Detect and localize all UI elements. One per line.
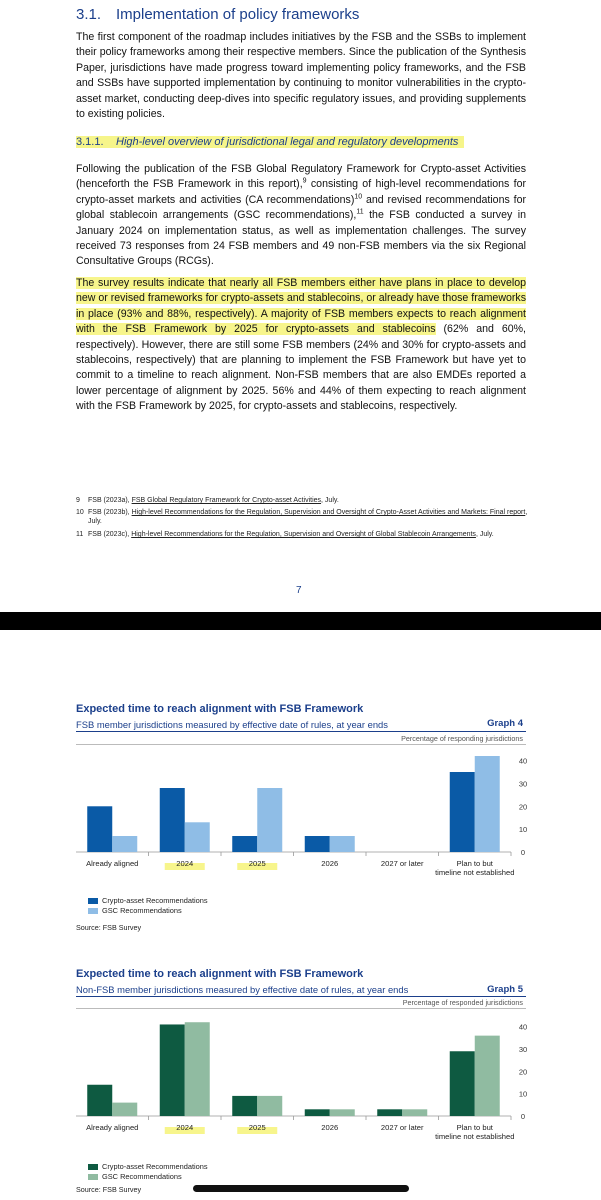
paragraph-survey — [76, 162, 526, 270]
bar-gsc — [185, 822, 210, 852]
highlighted-text: The survey results indicate that nearly all FSB members either have plans in place to develop new or revised frameworks for crypto-assets and stablecoins, or already have those frameworks in place (93% and 88%, respectively). A majority of FSB members expects to reach alignment with the FSB Framework by 2025 for crypto-assets and stablecoins — [76, 277, 526, 336]
bar-ca — [160, 1024, 185, 1116]
x-tick-label: 2026 — [321, 1123, 339, 1132]
footnote-suffix: , July. — [475, 531, 494, 538]
bar-gsc — [112, 836, 137, 852]
footnote-suffix: , July. — [88, 509, 528, 525]
graph5-title: Expected time to reach alignment with FSB Framework — [76, 968, 364, 980]
footnote-ref-9[interactable]: 9 — [302, 177, 307, 185]
bar-gsc — [330, 1109, 355, 1116]
footnote-prefix: FSB (2023a), — [88, 497, 132, 504]
y-tick-label: 30 — [518, 1045, 528, 1055]
bar-gsc — [257, 788, 282, 852]
footnote-number: 9 — [76, 497, 80, 504]
bar-gsc — [257, 1096, 282, 1116]
graph4-unit-rule — [76, 744, 526, 745]
x-tick-label: Already aligned — [86, 1123, 139, 1132]
x-tick-label: 2025 — [248, 859, 266, 868]
legend-item-gsc — [88, 906, 208, 916]
graph4-subtitle: FSB member jurisdictions measured by effective date of rules, at year ends — [76, 719, 388, 730]
bar-gsc — [185, 1022, 210, 1116]
y-tick-label: 20 — [518, 1067, 528, 1077]
bar-gsc — [112, 1103, 137, 1116]
para2-part-d: the FSB conducted a survey in January 2024 on implementation status, as well as implementation challenges. The survey received 73 responses from 24 FSB members and 49 non-FSB members via the six Regional Consultative Groups (RCGs). — [76, 209, 526, 268]
x-tick-label: 2027 or later — [380, 859, 424, 868]
footnote-link[interactable]: High-level Recommendations for the Regulation, Supervision and Oversight of Crypto-Asset Activities and Markets: Final report — [131, 509, 526, 516]
home-indicator[interactable] — [193, 1185, 409, 1192]
legend-swatch-ca — [88, 1164, 98, 1170]
graph5-subtitle: Non-FSB member jurisdictions measured by effective date of rules, at year ends — [76, 984, 409, 995]
section-heading — [76, 6, 359, 23]
x-tick-label: timeline not established — [435, 1132, 515, 1141]
graph5-label: Graph 5 — [487, 984, 523, 995]
graph4-source: Source: FSB Survey — [76, 923, 142, 932]
legend-item-gsc — [88, 1172, 208, 1182]
bar-gsc — [475, 1036, 500, 1116]
report-page-graphs — [0, 630, 601, 1200]
graph4-rule — [76, 731, 526, 732]
x-tick-label: Plan to but — [456, 859, 493, 868]
footnote-prefix: FSB (2023c), — [88, 531, 132, 538]
y-tick-label: 40 — [518, 1022, 528, 1032]
section-title: Implementation of policy frameworks — [116, 6, 360, 23]
graph4-legend — [88, 896, 208, 916]
bar-ca — [305, 1109, 330, 1116]
footnote-link[interactable]: FSB Global Regulatory Framework for Crypto-asset Activities — [131, 497, 322, 504]
y-tick-label: 40 — [518, 756, 528, 766]
footnote-number: 11 — [76, 531, 84, 538]
x-tick-label: 2024 — [176, 1123, 194, 1132]
paragraph-results — [76, 276, 526, 415]
bar-ca — [305, 836, 330, 852]
x-tick-label: 2026 — [321, 859, 339, 868]
para2-part-a: Following the publication of the FSB Global Regulatory Framework for Crypto-asset Activities (henceforth the FSB Framework in this report), — [76, 163, 526, 191]
footnote-11 — [76, 530, 536, 539]
graph4-chart — [76, 750, 526, 890]
footnote-ref-11[interactable]: 11 — [356, 208, 364, 216]
graph5-unit-rule — [76, 1008, 526, 1009]
x-tick-label: 2025 — [248, 1123, 266, 1132]
bar-gsc — [402, 1109, 427, 1116]
bar-gsc — [330, 836, 355, 852]
x-tick-label: Already aligned — [86, 859, 139, 868]
x-tick-label: timeline not established — [435, 868, 515, 877]
legend-label-gsc: GSC Recommendations — [102, 906, 182, 915]
graph5-unit-label: Percentage of responded jurisdictions — [402, 998, 523, 1007]
graph5-source: Source: FSB Survey — [76, 1185, 142, 1194]
bar-ca — [450, 772, 475, 852]
footnote-prefix: FSB (2023b), — [88, 509, 132, 516]
y-tick-label: 0 — [520, 1112, 526, 1121]
graph5-legend — [88, 1162, 208, 1182]
y-tick-label: 10 — [518, 825, 528, 835]
paragraph-roadmap: The first component of the roadmap includes initiatives by the FSB and the SSBs to implement their policy frameworks among their respective members. Since the publication of the Synthesis Paper, jurisdictions have made progress toward implementing policy frameworks, and the FSB and SSBs have supported implementation by continuing to monitor vulnerabilities in the crypto-asset market, conducting deep-dives into specific regulatory issues, and providing supplements to existing policies. — [76, 31, 526, 121]
legend-label-ca: Crypto-asset Recommendations — [102, 1162, 208, 1171]
footnote-suffix: , July. — [321, 497, 339, 504]
bar-gsc — [475, 756, 500, 852]
y-tick-label: 0 — [520, 848, 526, 857]
para2-part-c: and revised recommendations for global stablecoin arrangements (GSC recommendations), — [76, 193, 526, 222]
footnote-number: 10 — [76, 509, 84, 516]
page-number: 7 — [296, 585, 302, 596]
x-tick-label: 2024 — [176, 859, 194, 868]
legend-swatch-ca — [88, 898, 98, 904]
x-tick-label: 2027 or later — [380, 1123, 424, 1132]
graph5-rule — [76, 996, 526, 997]
legend-item-ca — [88, 1162, 208, 1172]
bar-ca — [377, 1109, 402, 1116]
bar-ca — [232, 1096, 257, 1116]
graph4-unit-label: Percentage of responding jurisdictions — [401, 734, 523, 743]
legend-swatch-gsc — [88, 908, 98, 914]
legend-label-gsc: GSC Recommendations — [102, 1172, 182, 1181]
footnote-ref-10[interactable]: 10 — [354, 193, 363, 201]
bar-ca — [87, 806, 112, 852]
y-tick-label: 20 — [518, 802, 528, 812]
section-number: 3.1. — [76, 6, 102, 23]
graph4-title: Expected time to reach alignment with FSB Framework — [76, 703, 364, 715]
footnote-9 — [76, 496, 536, 505]
graph4-label: Graph 4 — [487, 718, 523, 729]
footnote-10 — [76, 508, 536, 526]
para3-rest: (62% and 60%, respectively). However, there are still some FSB members (24% and 30% for crypto-assets and stablecoins, respectively) that are planning to implement the FSB Framework but have yet to commit to a timeline to reach alignment. Non-FSB members that are also EMDEs reported a lower percentage of alignment by 2025. 56% and 44% of them expecting to reach alignment with the FSB Framework by 2025, for crypto-assets and stablecoins, respectively. — [76, 323, 526, 413]
subsection-number: 3.1.1. — [76, 136, 104, 148]
legend-item-ca — [88, 896, 208, 906]
subsection-heading — [76, 136, 464, 148]
footnote-link[interactable]: High-level Recommendations for the Regulation, Supervision and Oversight of Global Stablecoin Arrangements — [131, 531, 476, 538]
bar-ca — [232, 836, 257, 852]
legend-label-ca: Crypto-asset Recommendations — [102, 896, 208, 905]
bar-ca — [87, 1085, 112, 1116]
y-tick-label: 10 — [518, 1089, 528, 1099]
bar-ca — [450, 1051, 475, 1116]
x-tick-label: Plan to but — [456, 1123, 493, 1132]
y-tick-label: 30 — [518, 779, 528, 789]
graph5-chart — [76, 1014, 526, 1156]
legend-swatch-gsc — [88, 1174, 98, 1180]
bar-ca — [160, 788, 185, 852]
para2-part-b: consisting of high-level recommendations for crypto-asset markets and activities (CA recommendations) — [76, 178, 526, 206]
subsection-title: High-level overview of jurisdictional legal and regulatory developments — [116, 136, 459, 148]
